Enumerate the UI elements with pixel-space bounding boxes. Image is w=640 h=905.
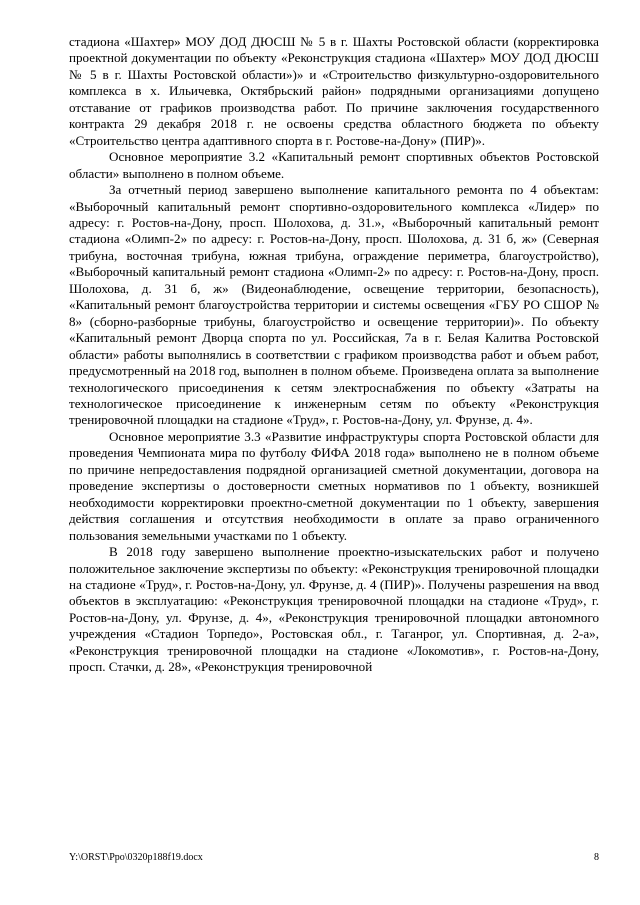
document-body [69, 34, 599, 676]
paragraph-repairs-completed: За отчетный период завершено выполнение капитального ремонта по 4 объектам: «Выборочный капитальный ремонт спортивно-оздоровительного комплекса «Лидер» по адресу: г. Ростов-на-Дону, просп. Шолохова, д. 31.», «Выборочный капитальный ремонт стадиона «Олимп-2» по адресу: г. Ростов-на-Дону, просп. Шолохова, д. 31 б, ж» (Северная трибуна, восточная трибуна, южная трибуна, ограждение периметра, благоустройство), «Выборочный капитальный ремонт стадиона «Олимп-2» по адресу: г. Ростов-на-Дону, просп. Шолохова, д. 31 б, ж» (Видеонаблюдение, освещение территории, безопасность), «Капитальный ремонт благоустройства территории и системы освещения «ГБУ РО СШОР № 8» (сборно-разборные трибуны, благоустройство и освещение территории)». По объекту «Капитальный ремонт Дворца спорта по ул. Российская, 7а в г. Белая Калитва Ростовской области» работы выполнялись в соответствии с графиком производства работ и объем работ, предусмотренный на 2018 год, выполнен в полном объеме. Произведена оплата за выполнение технологического присоединения к сетям электроснабжения по объекту «Затраты на технологическое присоединение к инженерным сетям по объекту «Реконструкция тренировочной площадки на стадионе «Труд», г. Ростов-на-Дону, ул. Фрунзе, д. 4». [69, 182, 599, 428]
paragraph-measure-3-2: Основное мероприятие 3.2 «Капитальный ремонт спортивных объектов Ростовской области» выполнено в полном объеме. [69, 149, 599, 181]
paragraph-continuation: стадиона «Шахтер» МОУ ДОД ДЮСШ № 5 в г. Шахты Ростовской области (корректировка проектной документации по объекту «Реконструкция стадиона «Шахтер» МОУ ДОД ДЮСШ № 5 в г. Шахты Ростовской области»)» и «Строительство физкультурно-оздоровительного комплекса в х. Ильичевка, Октябрьский район» подрядными организациями допущено отставание от графиков производства работ. По причине заключения государственного контракта 29 декабря 2018 г. не освоены средства областного бюджета по объекту «Строительство центра адаптивного спорта в г. Ростове-на-Дону» (ПИР)». [69, 34, 599, 148]
page-number: 8 [594, 852, 599, 863]
page-footer [69, 852, 599, 864]
paragraph-measure-3-3: Основное мероприятие 3.3 «Развитие инфраструктуры спорта Ростовской области для проведения Чемпионата мира по футболу ФИФА 2018 года» выполнено не в полном объеме по причине непредоставления подрядной организацией сметной документации, договора на проведение экспертизы о достоверности сметных нормативов по 1 объекту, возникшей необходимости корректировки проектно-сметной документации по 1 объекту, завершения действия соглашения и отсутствия необходимости в оплате за право ограниченного пользования земельными участками по 1 объекту. [69, 428, 599, 543]
paragraph-2018-results: В 2018 году завершено выполнение проектно-изыскательских работ и получено положительное заключение экспертизы по объекту: «Реконструкция тренировочной площадки на стадионе «Труд», г. Ростов-на-Дону, ул. Фрунзе, д. 4 (ПИР)». Получены разрешения на ввод объектов в эксплуатацию: «Реконструкция тренировочной площадки на стадионе «Труд», г. Ростов-на-Дону, ул. Фрунзе, д. 4», «Реконструкция тренировочной площадки автономного учреждения «Стадион Торпедо», Ростовская обл., г. Таганрог, ул. Спортивная, д. 2-а», «Реконструкция тренировочной площадки на стадионе «Локомотив», г. Ростов-на-Дону, просп. Стачки, д. 28», «Реконструкция тренировочной [69, 544, 599, 675]
footer-file-path: Y:\ORST\Ppo\0320p188f19.docx [69, 852, 203, 863]
